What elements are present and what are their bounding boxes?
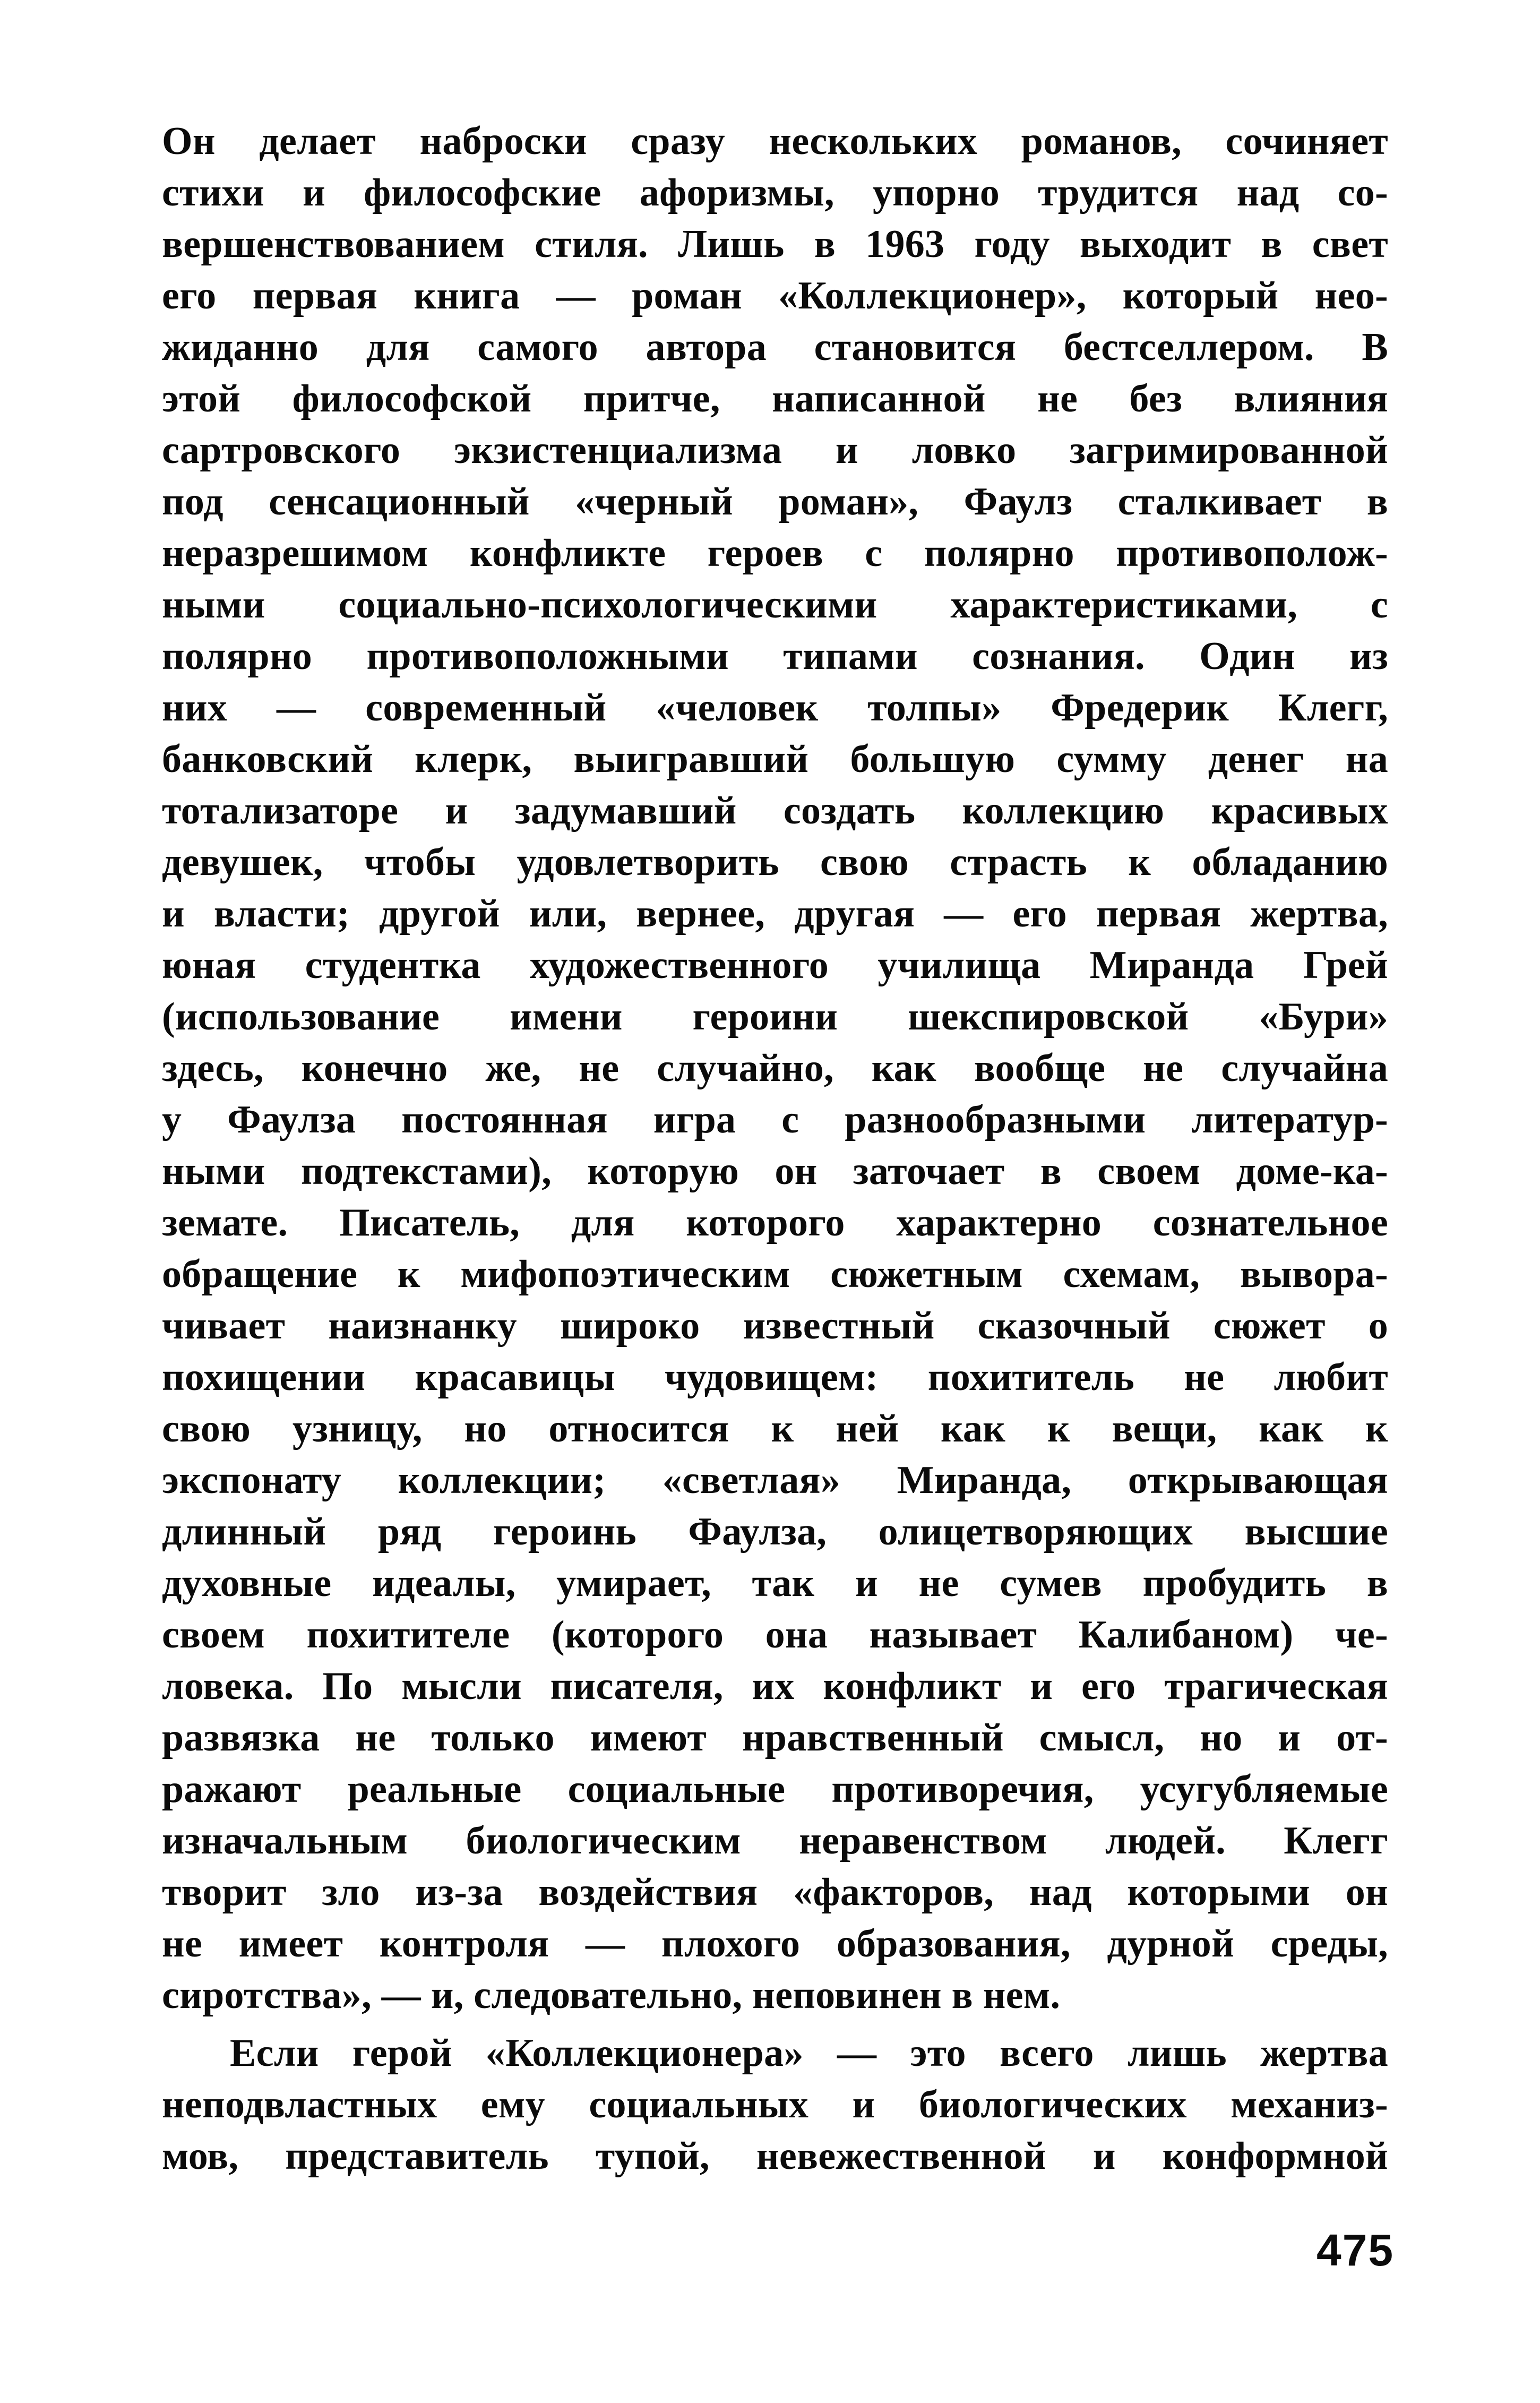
text-line: развязка не только имеют нравственный смысл, но и от-: [162, 1716, 1388, 1760]
text-line: и власти; другой или, вернее, другая — его первая жертва,: [162, 892, 1388, 936]
text-line: неразрешимом конфликте героев с полярно противополож-: [162, 531, 1388, 575]
text-line: не имеет контроля — плохого образования, дурной среды,: [162, 1922, 1388, 1966]
text-line: жиданно для самого автора становится бестселлером. В: [162, 325, 1388, 369]
text-line: длинный ряд героинь Фаулза, олицетворяющих высшие: [162, 1510, 1388, 1554]
page-number: 475: [1317, 2225, 1395, 2275]
text-line: обращение к мифопоэтическим сюжетным схемам, вывора-: [162, 1252, 1388, 1296]
text-line: сиротства», — и, следовательно, неповинен в нем.: [162, 1973, 1061, 2017]
text-line: полярно противоположными типами сознания. Один из: [162, 634, 1388, 678]
text-line: стихи и философские афоризмы, упорно трудится над со-: [162, 171, 1388, 214]
text-line: похищении красавицы чудовищем: похититель не любит: [162, 1355, 1388, 1399]
text-line: этой философской притче, написанной не без влияния: [162, 377, 1388, 420]
text-line: изначальным биологическим неравенством людей. Клегг: [162, 1819, 1388, 1863]
text-line: банковский клерк, выигравший большую сумму денег на: [162, 737, 1388, 781]
text-line: неподвластных ему социальных и биологических механиз-: [162, 2083, 1388, 2126]
text-line: ными социально-психологическими характеристиками, с: [162, 583, 1388, 627]
text-line: ловека. По мысли писателя, их конфликт и его трагическая: [162, 1664, 1388, 1708]
text-line: мов, представитель тупой, невежественной и конформной: [162, 2134, 1388, 2178]
paragraph-2: [162, 2028, 1388, 2182]
text-line: вершенствованием стиля. Лишь в 1963 году выходит в свет: [162, 222, 1388, 266]
text-line: экспонату коллекции; «светлая» Миранда, открывающая: [162, 1458, 1388, 1502]
paragraph-1: [162, 116, 1388, 2021]
text-line: земате. Писатель, для которого характерно сознательное: [162, 1201, 1388, 1245]
text-line: его первая книга — роман «Коллекционер», который нео-: [162, 274, 1388, 317]
text-line: юная студентка художественного училища Миранда Грей: [162, 943, 1388, 987]
text-line: ражают реальные социальные противоречия, усугубляемые: [162, 1767, 1388, 1811]
text-line: под сенсационный «черный роман», Фаулз сталкивает в: [162, 480, 1388, 523]
text-line: них — современный «человек толпы» Фредерик Клегг,: [162, 686, 1388, 730]
paragraph-gap: [162, 2021, 1388, 2028]
text-line: (использование имени героини шекспировской «Бури»: [162, 995, 1388, 1039]
text-line: девушек, чтобы удовлетворить свою страсть к обладанию: [162, 840, 1388, 884]
text-line: Если герой «Коллекционера» — это всего лишь жертва: [230, 2031, 1388, 2075]
text-line: ными подтекстами), которую он заточает в своем доме-ка-: [162, 1149, 1388, 1193]
text-line: творит зло из-за воздействия «факторов, над которыми он: [162, 1870, 1388, 1914]
text-line: духовные идеалы, умирает, так и не сумев пробудить в: [162, 1561, 1388, 1605]
body-text: [162, 116, 1388, 2182]
text-line: здесь, конечно же, не случайно, как вообще не случайна: [162, 1046, 1388, 1090]
text-line: своем похитителе (которого она называет Калибаном) че-: [162, 1613, 1388, 1657]
text-line: тотализаторе и задумавший создать коллекцию красивых: [162, 789, 1388, 833]
text-line: сартровского экзистенциализма и ловко загримированной: [162, 428, 1388, 472]
text-line: у Фаулза постоянная игра с разнообразными литератур-: [162, 1098, 1388, 1142]
text-line: Он делает наброски сразу нескольких романов, сочиняет: [162, 119, 1388, 163]
text-line: свою узницу, но относится к ней как к вещи, как к: [162, 1407, 1388, 1451]
text-line: чивает наизнанку широко известный сказочный сюжет о: [162, 1304, 1388, 1348]
